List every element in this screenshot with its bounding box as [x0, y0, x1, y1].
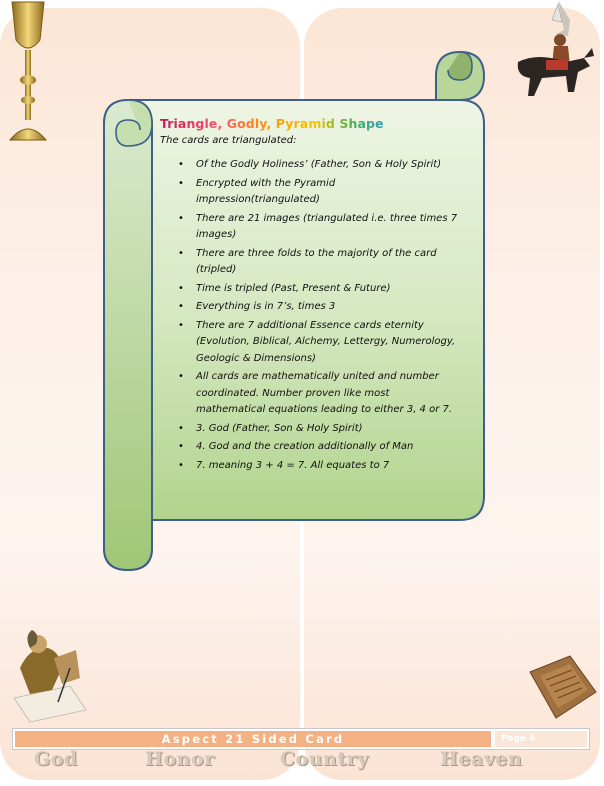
footer-title: Aspect 21 Sided Card	[15, 731, 491, 747]
bullet-list	[160, 157, 470, 474]
list-item: • All cards are mathematically united and number coordinated. Number proven like most mathematical equations leading to either 3, 4 or 7.	[196, 369, 458, 419]
scroll-intro: The cards are triangulated:	[160, 135, 297, 146]
scroll-title: Triangle, Godly, Pyramid Shape	[160, 116, 470, 131]
list-item: • There are 7 additional Essence cards eternity (Evolution, Biblical, Alchemy, Lettergy, Numerology, Geologic & Dimensions)	[196, 318, 458, 368]
motto-word: Honor	[145, 748, 215, 770]
motto-word: Heaven	[440, 748, 523, 770]
list-item: • Time is tripled (Past, Present & Future)	[196, 281, 458, 298]
list-item: • 7. meaning 3 + 4 = 7. All equates to 7	[196, 458, 458, 475]
list-item: • Of the Godly Holiness’ (Father, Son & Holy Spirit)	[196, 157, 458, 174]
list-item: • 4. God and the creation additionally of Man	[196, 439, 458, 456]
list-item: • 3. God (Father, Son & Holy Spirit)	[196, 421, 458, 438]
footer-bar	[12, 728, 590, 750]
list-item: • Everything is in 7’s, times 3	[196, 299, 458, 316]
list-item: • There are three folds to the majority of the card (tripled)	[196, 246, 458, 279]
motto-word: Country	[280, 748, 369, 770]
scroll-content	[160, 116, 470, 476]
list-item: • Encrypted with the Pyramid impression(triangulated)	[196, 176, 458, 209]
page-number: Page 4	[495, 731, 587, 747]
list-item: • There are 21 images (triangulated i.e. three times 7 images)	[196, 211, 458, 244]
motto-word: God	[34, 748, 78, 770]
